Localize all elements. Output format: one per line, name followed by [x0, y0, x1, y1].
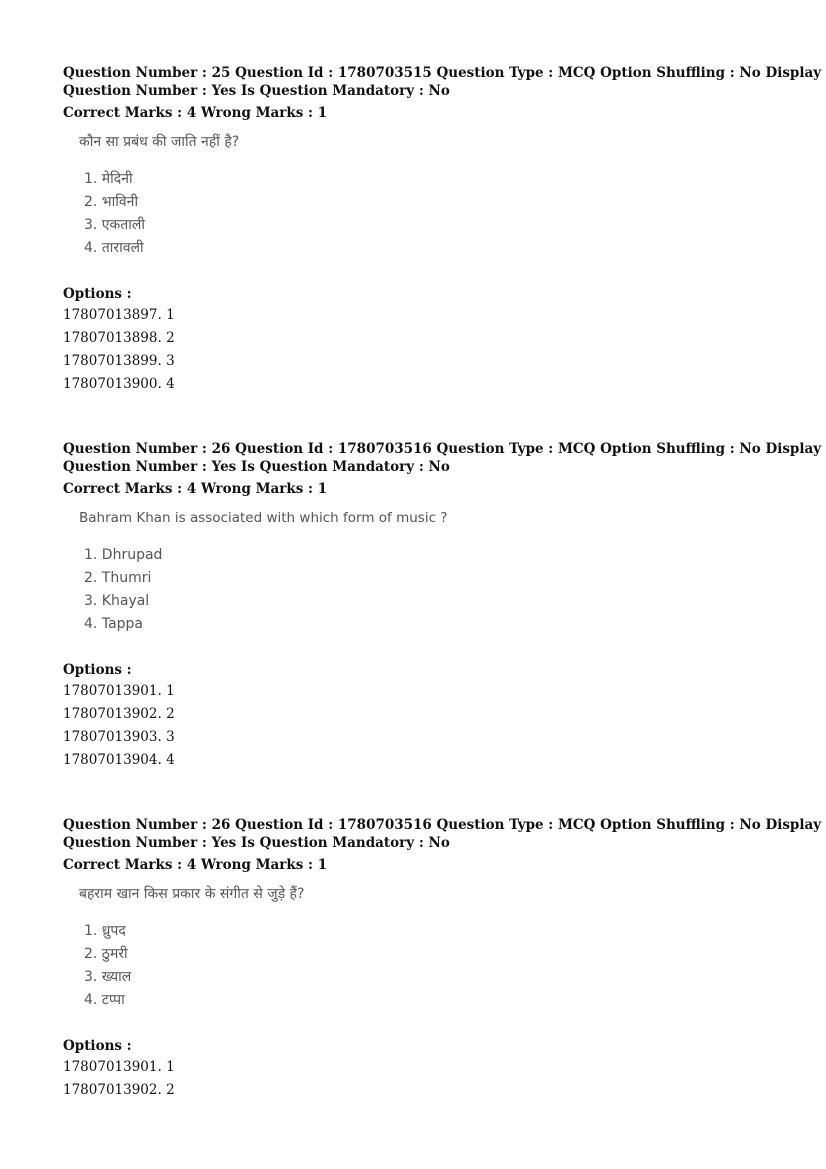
question-header-line2: Question Number : Yes Is Question Mandatory : No — [63, 459, 450, 475]
option-row: 17807013904. 4 — [63, 752, 175, 768]
choice-item: 2. ठुमरी — [84, 946, 128, 962]
choice-item: 2. भाविनी — [84, 194, 139, 210]
question-text: कौन सा प्रबंध की जाति नहीं है? — [79, 134, 240, 150]
choice-list — [79, 168, 763, 260]
option-row: 17807013897. 1 — [63, 307, 175, 323]
question-header-line1: Question Number : 26 Question Id : 1780703516 Question Type : MCQ Option Shuffling : No Display — [63, 441, 822, 457]
option-row: 17807013900. 4 — [63, 376, 175, 392]
question-block-25 — [63, 64, 822, 396]
choice-item: 2. Thumri — [84, 570, 152, 586]
option-row: 17807013901. 1 — [63, 1059, 175, 1075]
marks-line: Correct Marks : 4 Wrong Marks : 1 — [63, 857, 328, 873]
marks-line: Correct Marks : 4 Wrong Marks : 1 — [63, 481, 328, 497]
choice-item: 4. टप्पा — [84, 992, 125, 1008]
choice-item: 3. एकताली — [84, 217, 146, 233]
option-row: 17807013901. 1 — [63, 683, 175, 699]
question-block-26-hindi — [63, 816, 822, 1102]
choice-item: 1. मेदिनी — [84, 171, 133, 187]
options-label: Options : — [63, 286, 132, 302]
question-header-line2: Question Number : Yes Is Question Mandatory : No — [63, 83, 450, 99]
question-image — [79, 132, 763, 260]
option-row: 17807013898. 2 — [63, 330, 175, 346]
option-row: 17807013899. 3 — [63, 353, 175, 369]
question-block-26-english — [63, 440, 822, 772]
question-image — [79, 508, 763, 636]
option-row: 17807013902. 2 — [63, 706, 175, 722]
question-text: बहराम खान किस प्रकार के संगीत से जुड़े हैं? — [79, 886, 305, 902]
choice-item: 3. Khayal — [84, 593, 150, 609]
question-text: Bahram Khan is associated with which form of music ? — [79, 510, 448, 526]
choice-item: 3. ख्याल — [84, 969, 132, 985]
choice-list — [79, 920, 763, 1012]
question-header-line1: Question Number : 25 Question Id : 1780703515 Question Type : MCQ Option Shuffling : No Display — [63, 65, 822, 81]
question-image — [79, 884, 763, 1012]
option-row: 17807013903. 3 — [63, 729, 175, 745]
choice-item: 1. ध्रुपद — [84, 923, 126, 939]
question-header-line2: Question Number : Yes Is Question Mandatory : No — [63, 835, 450, 851]
choice-list — [79, 544, 763, 636]
options-label: Options : — [63, 1038, 132, 1054]
choice-item: 1. Dhrupad — [84, 547, 163, 563]
option-row: 17807013902. 2 — [63, 1082, 175, 1098]
choice-item: 4. तारावली — [84, 240, 144, 256]
question-header-line1: Question Number : 26 Question Id : 1780703516 Question Type : MCQ Option Shuffling : No Display — [63, 817, 822, 833]
choice-item: 4. Tappa — [84, 616, 143, 632]
options-label: Options : — [63, 662, 132, 678]
marks-line: Correct Marks : 4 Wrong Marks : 1 — [63, 105, 328, 121]
